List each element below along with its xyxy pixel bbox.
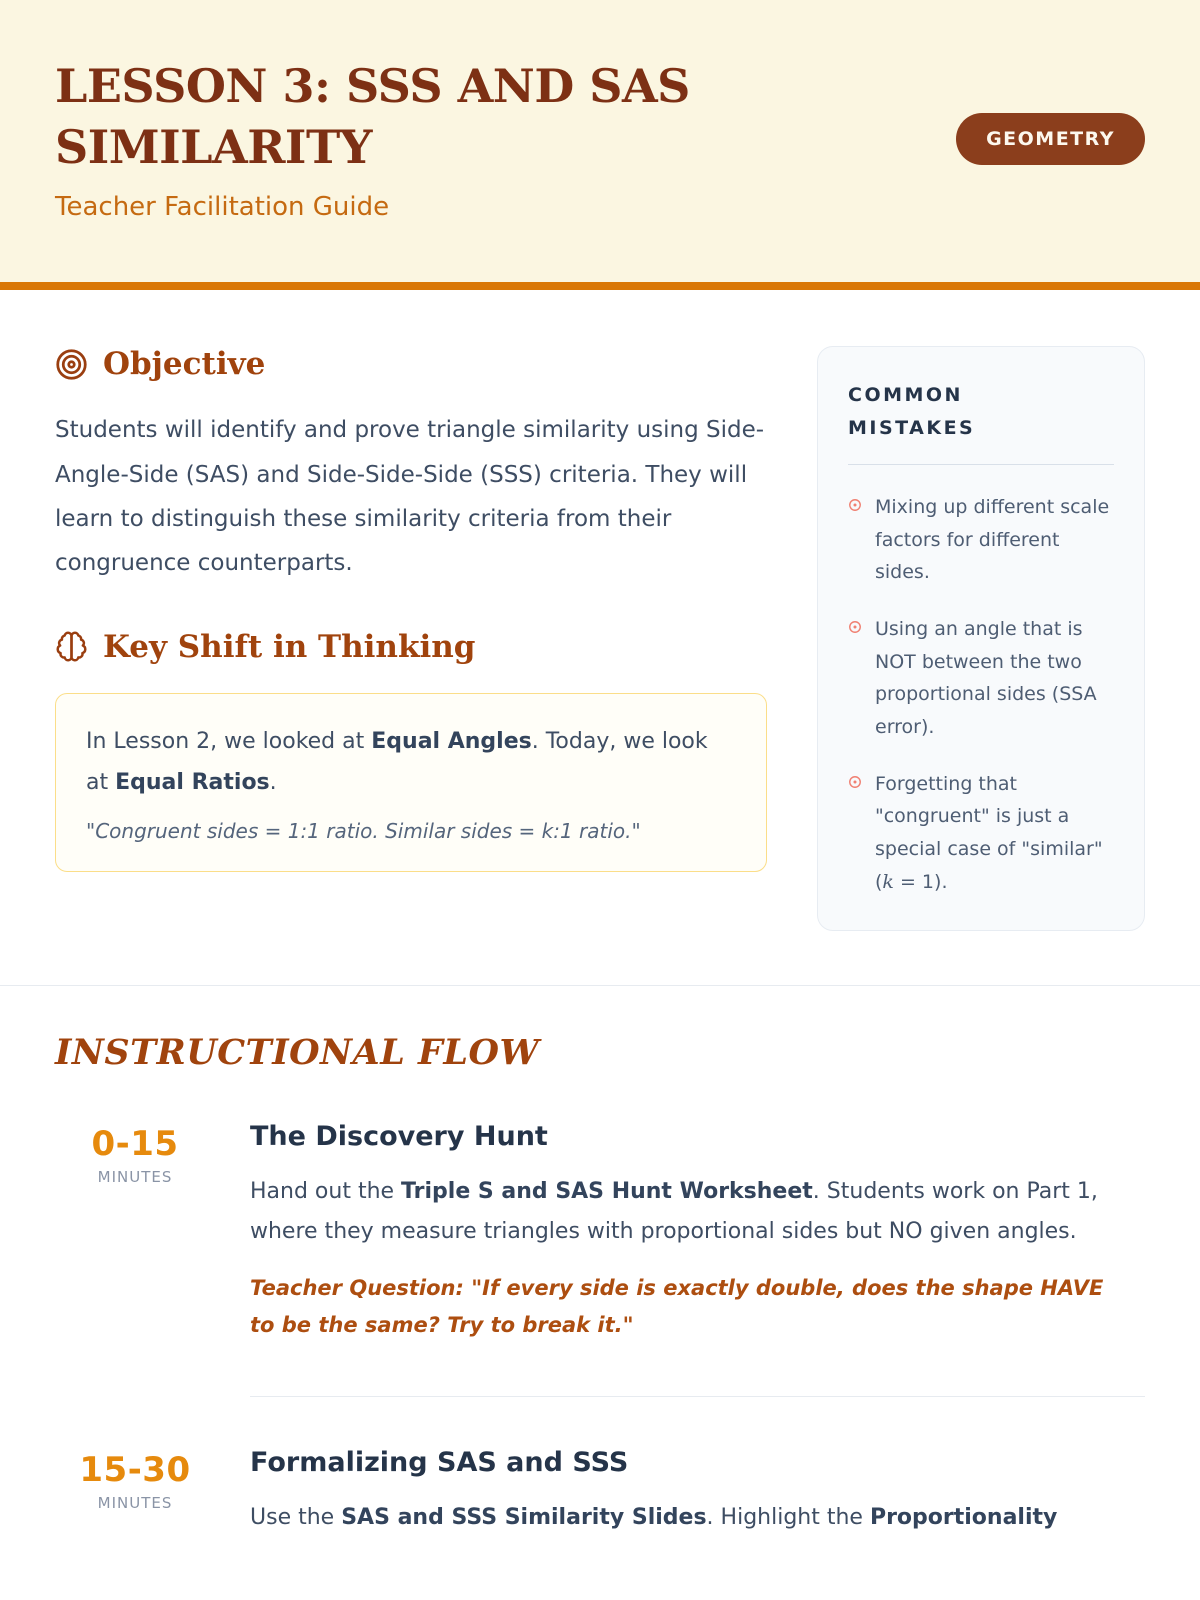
page-header: [0, 0, 1200, 282]
target-bullet-icon: [848, 498, 862, 512]
mistake-text: Mixing up different scale factors for different sides.: [875, 495, 1110, 584]
flow-item-content: [250, 1121, 1145, 1344]
flow-item-title: The Discovery Hunt: [250, 1121, 548, 1153]
time-block: [55, 1121, 215, 1344]
mistake-item: [848, 768, 1114, 899]
instructional-flow-section: [0, 986, 1200, 1538]
subject-badge: GEOMETRY: [956, 113, 1145, 165]
flow-divider: [250, 1396, 1145, 1397]
page-subtitle: Teacher Facilitation Guide: [55, 192, 390, 223]
brain-icon: [55, 630, 88, 663]
common-mistakes-card: [817, 346, 1145, 931]
page-title: LESSON 3: SSS AND SAS SIMILARITY: [55, 59, 690, 175]
time-unit: MINUTES: [97, 1168, 173, 1187]
objective-heading-label: Objective: [103, 346, 266, 383]
objective-text: Students will identify and prove triangle similarity using Side-Angle-Side (SAS) and Side-Side-Side (SSS) criteria. They will learn to distinguish these similarity criteria from their congruence counterparts.: [55, 417, 765, 576]
target-bullet-icon: [848, 620, 862, 634]
header-rule: [0, 282, 1200, 290]
left-column: [55, 346, 767, 931]
flow-list: [55, 1121, 1145, 1538]
teacher-question: Teacher Question: "If every side is exactly double, does the shape HAVE to be the same? Try to break it.": [250, 1276, 1104, 1338]
time-unit: MINUTES: [97, 1493, 173, 1512]
instructional-flow-heading: INSTRUCTIONAL FLOW: [55, 1032, 540, 1074]
mistake-item: [848, 491, 1114, 589]
callout-text: In Lesson 2, we looked at Equal Angles. Today, we look at Equal Ratios.: [86, 728, 708, 795]
card-divider: [848, 464, 1114, 465]
time-range: 0-15: [91, 1124, 179, 1165]
objective-heading: [55, 346, 767, 382]
mistake-text: Forgetting that "congruent" is just a special case of "similar" (k = 1).: [875, 772, 1103, 893]
main-content: [0, 290, 1200, 985]
header-titles: [55, 56, 815, 222]
flow-item-title: Formalizing SAS and SSS: [250, 1446, 629, 1478]
key-shift-heading: [55, 629, 767, 665]
flow-item-content: [250, 1447, 1145, 1538]
target-bullet-icon: [848, 775, 862, 789]
common-mistakes-heading: COMMON MISTAKES: [848, 384, 976, 439]
time-range: 15-30: [79, 1449, 191, 1490]
flow-item-body: Hand out the Triple S and SAS Hunt Worksheet. Students work on Part 1, where they measure triangles with proportional sides but NO given angles.: [250, 1179, 1098, 1245]
key-shift-callout: [55, 693, 767, 872]
callout-quote: "Congruent sides = 1:1 ratio. Similar sides = k:1 ratio.": [86, 819, 641, 844]
mistake-item: [848, 613, 1114, 744]
key-shift-heading-label: Key Shift in Thinking: [103, 628, 476, 665]
flow-item-body: Use the SAS and SSS Similarity Slides. Highlight the Proportionality: [250, 1504, 1058, 1530]
target-icon: [55, 348, 88, 381]
flow-item-discovery-hunt: [55, 1121, 1145, 1344]
flow-item-formalizing: [55, 1447, 1145, 1538]
mistake-text: Using an angle that is NOT between the two proportional sides (SSA error).: [875, 617, 1097, 738]
time-block: [55, 1447, 215, 1538]
